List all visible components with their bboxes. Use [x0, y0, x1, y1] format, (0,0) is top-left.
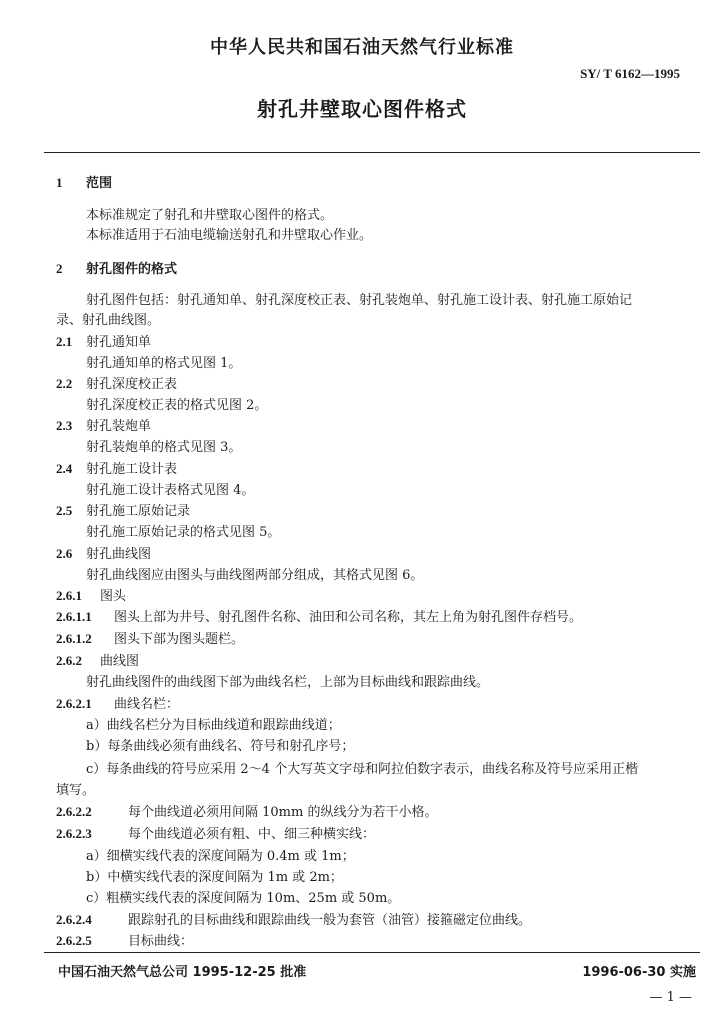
section-2-heading [56, 258, 177, 277]
list-item: a）曲线名栏分为目标曲线道和跟踪曲线道； [86, 718, 341, 733]
footer-divider [44, 952, 700, 953]
subsection-2-6-1-heading [56, 585, 126, 604]
clause-text: 每个曲线道必须有粗、中、细三种横实线： [128, 827, 376, 842]
section-title: 曲线图 [100, 654, 140, 669]
section-number: 2.6 [56, 546, 73, 561]
approval-note: 中国石油天然气总公司 1995-12-25 批准 [58, 965, 307, 980]
subsection-2-2-heading [56, 373, 177, 392]
section-number: 2.3 [56, 418, 73, 433]
paragraph: 射孔装炮单的格式见图 3。 [86, 440, 242, 455]
section-number: 2.1 [56, 334, 73, 349]
clause-2-6-2-5 [56, 930, 193, 949]
paragraph: 录、射孔曲线图。 [56, 313, 161, 328]
section-number: 2.6.2.3 [56, 826, 92, 841]
list-item-continuation: 填写。 [56, 783, 96, 798]
section-title: 射孔图件的格式 [86, 262, 178, 277]
paragraph: 射孔施工原始记录的格式见图 5。 [86, 525, 281, 540]
section-title: 射孔曲线图 [86, 547, 152, 562]
section-number: 1 [56, 175, 63, 190]
section-number: 2.2 [56, 376, 73, 391]
section-title: 射孔装炮单 [86, 419, 152, 434]
subsection-2-3-heading [56, 415, 151, 434]
section-title: 射孔深度校正表 [86, 377, 178, 392]
list-item: b）每条曲线必须有曲线名、符号和射孔序号； [86, 739, 355, 754]
section-number: 2.6.2.2 [56, 804, 92, 819]
paragraph: 射孔通知单的格式见图 1。 [86, 356, 242, 371]
section-1-heading [56, 172, 112, 191]
section-number: 2.4 [56, 461, 73, 476]
section-title: 射孔施工原始记录 [86, 504, 191, 519]
clause-text: 跟踪射孔的目标曲线和跟踪曲线一般为套管（油管）接箍磁定位曲线。 [128, 913, 532, 928]
section-number: 2.6.2.4 [56, 912, 92, 927]
paragraph: 射孔深度校正表的格式见图 2。 [86, 398, 268, 413]
subsection-2-6-heading [56, 543, 151, 562]
clause-2-6-2-4 [56, 909, 531, 928]
standard-code: SY/ T 6162—1995 [580, 66, 680, 81]
section-number: 2.5 [56, 503, 73, 518]
paragraph: 射孔图件包括：射孔通知单、射孔深度校正表、射孔装炮单、射孔施工设计表、射孔施工原始记 [86, 293, 633, 308]
clause-2-6-1-2 [56, 628, 244, 647]
paragraph: 本标准适用于石油电缆输送射孔和井壁取心作业。 [86, 228, 373, 243]
clause-text: 曲线名栏： [114, 697, 180, 712]
section-title: 图头 [100, 589, 127, 604]
page-number: — 1 — [649, 990, 692, 1005]
paragraph: 射孔曲线图件的曲线图下部为曲线名栏，上部为目标曲线和跟踪曲线。 [86, 675, 490, 690]
section-number: 2.6.2.1 [56, 696, 92, 711]
header-divider [44, 152, 700, 153]
section-number: 2.6.1.1 [56, 609, 92, 624]
clause-text: 目标曲线： [128, 934, 194, 949]
paragraph: 射孔施工设计表格式见图 4。 [86, 483, 255, 498]
clause-2-6-2-2 [56, 801, 437, 820]
clause-text: 图头上部为井号、射孔图件名称、油田和公司名称，其左上角为射孔图件存档号。 [114, 610, 583, 625]
section-number: 2.6.2.5 [56, 933, 92, 948]
subsection-2-6-2-heading [56, 650, 139, 669]
document-title: 射孔井壁取心图件格式 [257, 97, 467, 121]
list-item: c）每条曲线的符号应采用 2～4 个大写英文字母和阿拉伯数字表示，曲线名称及符号应采用正楷 [86, 762, 639, 777]
section-number: 2.6.1.2 [56, 631, 92, 646]
subsection-2-1-heading [56, 331, 151, 350]
list-item: c）粗横实线代表的深度间隔为 10m、25m 或 50m。 [86, 891, 401, 906]
clause-2-6-2-3 [56, 823, 375, 842]
clause-text: 图头下部为图头题栏。 [114, 632, 245, 647]
paragraph: 本标准规定了射孔和井壁取心图件的格式。 [86, 208, 334, 223]
section-title: 范围 [86, 176, 113, 191]
clause-2-6-2-1 [56, 693, 179, 712]
paragraph: 射孔曲线图应由图头与曲线图两部分组成，其格式见图 6。 [86, 568, 424, 583]
subsection-2-4-heading [56, 458, 177, 477]
effective-date: 1996-06-30 实施 [582, 965, 696, 980]
section-number: 2 [56, 261, 63, 276]
standard-organization-title: 中华人民共和国石油天然气行业标准 [210, 37, 514, 58]
subsection-2-5-heading [56, 500, 190, 519]
list-item: b）中横实线代表的深度间隔为 1m 或 2m； [86, 870, 343, 885]
section-number: 2.6.2 [56, 653, 82, 668]
section-title: 射孔施工设计表 [86, 462, 178, 477]
section-number: 2.6.1 [56, 588, 82, 603]
list-item: a）细横实线代表的深度间隔为 0.4m 或 1m； [86, 849, 355, 864]
section-title: 射孔通知单 [86, 335, 152, 350]
clause-text: 每个曲线道必须用间隔 10mm 的纵线分为若干小格。 [128, 805, 438, 820]
clause-2-6-1-1 [56, 606, 582, 625]
